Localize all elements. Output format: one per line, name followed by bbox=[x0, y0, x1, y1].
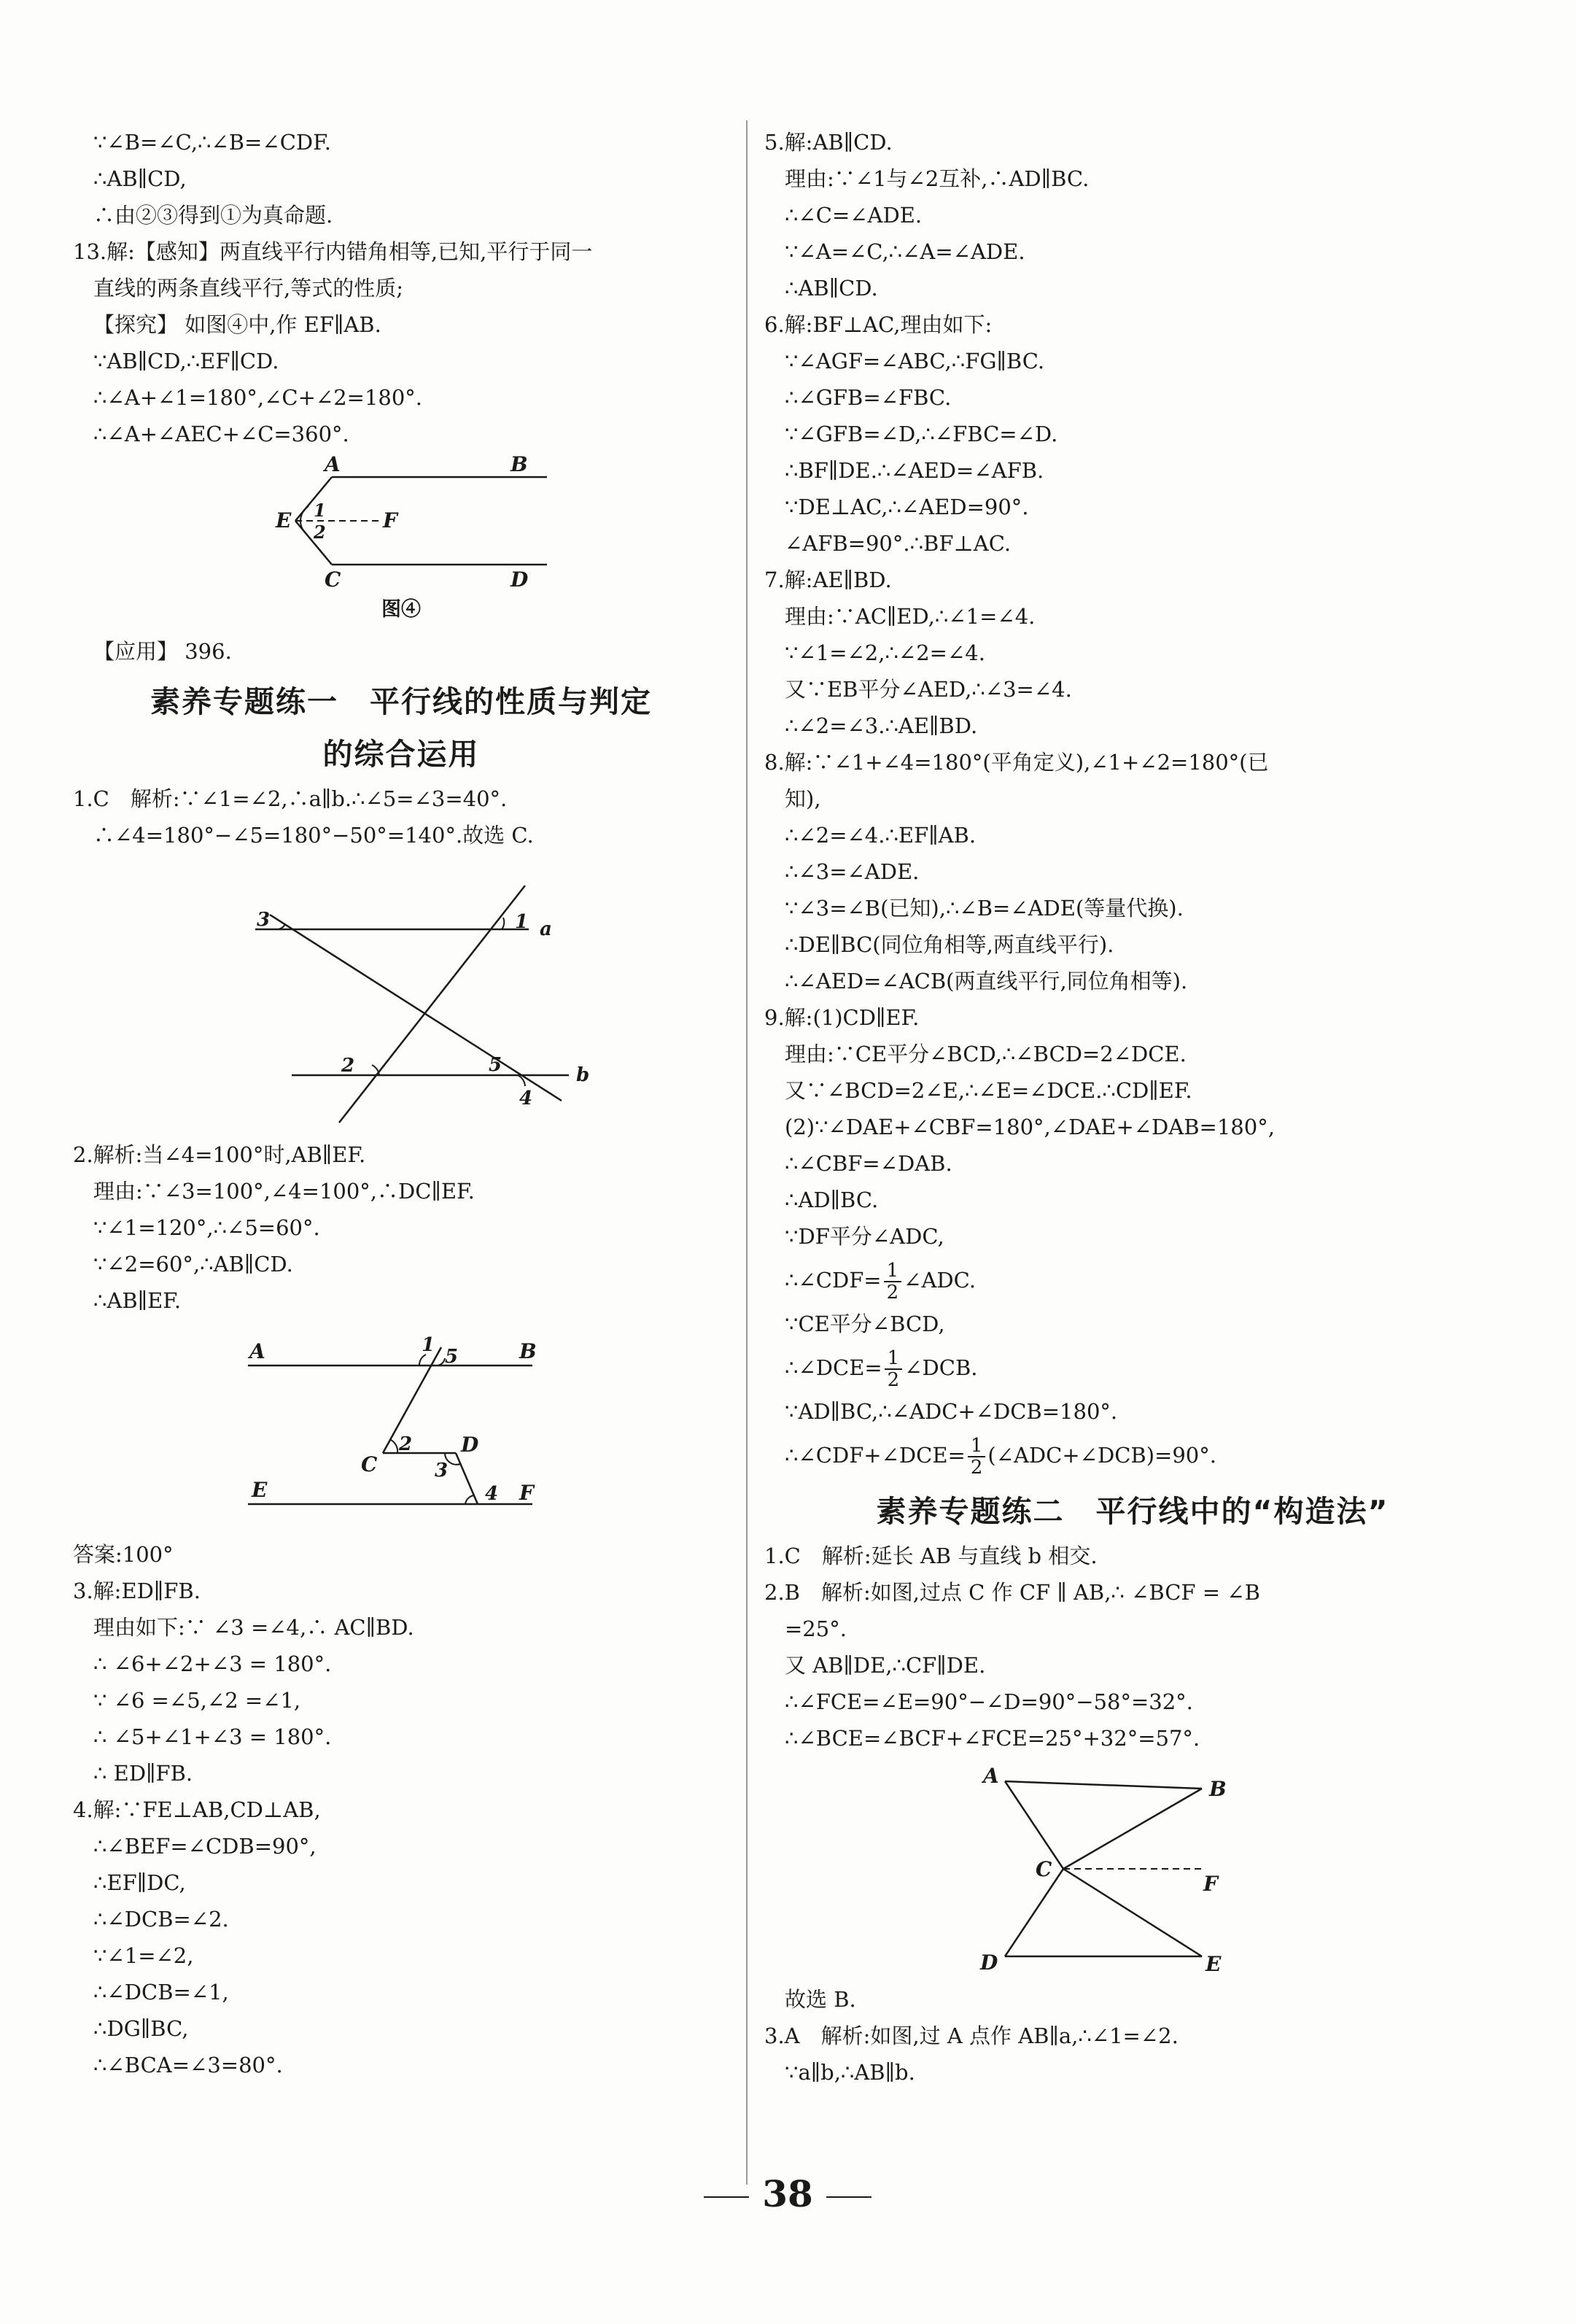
text-line: ∵∠1=∠2,∴∠2=∠4. bbox=[785, 640, 985, 665]
text-line: ∴DG∥BC, bbox=[93, 2016, 189, 2041]
problem-3-line: 3.解:ED∥FB. bbox=[73, 1579, 201, 1603]
segment-ce bbox=[1063, 1869, 1202, 1956]
text-line: ∴∠3=∠ADE. bbox=[785, 859, 920, 884]
text-line: =25°. bbox=[785, 1616, 847, 1641]
fraction-numerator: 1 bbox=[968, 1436, 986, 1457]
text-segment: ∴∠CDF= bbox=[785, 1268, 882, 1293]
fraction-denominator: 2 bbox=[887, 1369, 900, 1391]
figure-4-diagram bbox=[73, 452, 729, 592]
text-line: 理由如下:∵ ∠3 =∠4,∴ AC∥BD. bbox=[93, 1615, 414, 1640]
text-line: ∴ ∠6+∠2+∠3 = 180°. bbox=[93, 1651, 332, 1676]
text-line: ∴∠CBF=∠DAB. bbox=[785, 1151, 952, 1176]
text-line: ∴AB∥CD. bbox=[785, 276, 878, 301]
text-line: 故选 B. bbox=[785, 1987, 856, 2012]
text-line: ∴∠C=∠ADE. bbox=[785, 203, 923, 228]
section-title-2: 素养专题练二 平行线中的“构造法” bbox=[876, 1494, 1389, 1529]
text-segment: ∴∠CDF+∠DCE= bbox=[785, 1443, 966, 1468]
text-line: 直线的两条直线平行,等式的性质; bbox=[93, 276, 403, 301]
segment-cd bbox=[1005, 1869, 1063, 1956]
label-3: 3 bbox=[257, 909, 271, 931]
text-line: 【应用】 396. bbox=[93, 639, 232, 664]
text-line: (2)∵∠DAE+∠CBF=180°,∠DAE+∠DAB=180°, bbox=[785, 1115, 1275, 1139]
label-c: C bbox=[361, 1452, 378, 1476]
text-line: ∵ ∠6 =∠5,∠2 =∠1, bbox=[93, 1688, 301, 1713]
fraction-numerator: 1 bbox=[884, 1260, 902, 1282]
figure-2 bbox=[73, 1322, 729, 1533]
text-line: ∴∠2=∠3.∴AE∥BD. bbox=[785, 713, 978, 738]
label-a: a bbox=[540, 918, 552, 940]
answer-line: 答案:100° bbox=[73, 1542, 174, 1567]
figure-2-diagram bbox=[73, 1322, 729, 1533]
text-line: 又 AB∥DE,∴CF∥DE. bbox=[785, 1653, 986, 1678]
text-line: ∵AB∥CD,∴EF∥CD. bbox=[93, 349, 279, 373]
label-1: 1 bbox=[515, 911, 529, 933]
label-a: A bbox=[325, 452, 341, 476]
text-line: ∴EF∥DC, bbox=[93, 1870, 186, 1895]
page-number bbox=[642, 2172, 933, 2216]
text-line: ∴∠4=180°−∠5=180°−50°=140°.故选 C. bbox=[93, 823, 534, 848]
label-b: B bbox=[1209, 1777, 1227, 1801]
text-line: ∴∠BEF=∠CDB=90°, bbox=[93, 1834, 317, 1859]
text-line: ∵AD∥BC,∴∠ADC+∠DCB=180°. bbox=[785, 1399, 1118, 1424]
text-line: ∵DF平分∠ADC, bbox=[785, 1224, 944, 1249]
left-column bbox=[73, 124, 729, 2083]
label-b: B bbox=[511, 452, 528, 476]
text-line: 理由:∵∠3=100°,∠4=100°,∴DC∥EF. bbox=[93, 1179, 475, 1204]
text-segment: ∠DCB. bbox=[904, 1355, 978, 1380]
text-line: ∴由②③得到①为真命题. bbox=[93, 203, 333, 228]
text-line: ∴∠FCE=∠E=90°−∠D=90°−58°=32°. bbox=[785, 1689, 1193, 1714]
fraction-numerator: 1 bbox=[885, 1348, 903, 1370]
fraction-one-half bbox=[885, 1348, 903, 1390]
text-segment: ∠ADC. bbox=[904, 1268, 977, 1293]
figure-1 bbox=[73, 856, 729, 1134]
section-title-1b: 的综合运用 bbox=[322, 737, 480, 772]
problem-4-line: 4.解:∵FE⊥AB,CD⊥AB, bbox=[73, 1797, 321, 1822]
label-b: B bbox=[519, 1339, 537, 1363]
text-line: 理由:∵CE平分∠BCD,∴∠BCD=2∠DCE. bbox=[785, 1042, 1187, 1066]
text-segment: ∴∠DCE= bbox=[785, 1355, 882, 1380]
text-line: ∴AB∥CD, bbox=[93, 166, 187, 191]
problem-1-line: 1.C 解析:延长 AB 与直线 b 相交. bbox=[764, 1543, 1098, 1568]
label-d: D bbox=[511, 568, 529, 592]
segment-cb bbox=[1063, 1789, 1202, 1869]
angle-arc bbox=[502, 918, 504, 929]
text-line: ∴ ∠5+∠1+∠3 = 180°. bbox=[93, 1724, 332, 1749]
text-line: 理由:∵∠1与∠2互补,∴AD∥BC. bbox=[785, 166, 1090, 191]
problem-1-line: 1.C 解析:∵∠1=∠2,∴a∥b.∴∠5=∠3=40°. bbox=[73, 786, 508, 811]
text-line: ∵DE⊥AC,∴∠AED=90°. bbox=[785, 495, 1029, 519]
text-line: ∠AFB=90°.∴BF⊥AC. bbox=[785, 531, 1012, 556]
text-line: ∴∠2=∠4.∴EF∥AB. bbox=[785, 823, 977, 848]
text-line: ∴∠A+∠AEC+∠C=360°. bbox=[93, 422, 349, 446]
text-line: 又∵∠BCD=2∠E,∴∠E=∠DCE.∴CD∥EF. bbox=[785, 1078, 1192, 1103]
text-line: ∵∠1=∠2, bbox=[93, 1943, 194, 1968]
label-f: F bbox=[1203, 1872, 1218, 1896]
segment-ac bbox=[1005, 1781, 1063, 1869]
problem-2-line: 2.解析:当∠4=100°时,AB∥EF. bbox=[73, 1142, 366, 1167]
label-e: E bbox=[276, 508, 292, 532]
text-line: 知), bbox=[785, 786, 821, 811]
segment-3 bbox=[456, 1453, 478, 1504]
problem-6-line: 6.解:BF⊥AC,理由如下: bbox=[764, 312, 993, 337]
label-b: b bbox=[576, 1064, 590, 1086]
label-4: 4 bbox=[519, 1088, 533, 1109]
label-1: 1 bbox=[314, 500, 326, 521]
page-number-dash bbox=[826, 2196, 872, 2198]
column-divider bbox=[746, 120, 748, 2185]
label-e: E bbox=[252, 1478, 268, 1502]
angle-arc bbox=[391, 1440, 397, 1453]
text-line: 理由:∵AC∥ED,∴∠1=∠4. bbox=[785, 604, 1036, 629]
text-line: ∴ ED∥FB. bbox=[93, 1761, 193, 1786]
section-title-1a: 素养专题练一 平行线的性质与判定 bbox=[150, 684, 652, 719]
segment-ab bbox=[1005, 1781, 1202, 1789]
label-1: 1 bbox=[422, 1334, 435, 1356]
text-line: ∴∠A+∠1=180°,∠C+∠2=180°. bbox=[93, 385, 423, 410]
text-line: ∴∠GFB=∠FBC. bbox=[785, 385, 952, 410]
text-line: ∴DE∥BC(同位角相等,两直线平行). bbox=[785, 932, 1114, 957]
fraction-denominator: 2 bbox=[970, 1457, 983, 1479]
label-5: 5 bbox=[445, 1346, 459, 1368]
label-2: 2 bbox=[341, 1055, 355, 1077]
text-line: ∵∠2=60°,∴AB∥CD. bbox=[93, 1252, 293, 1277]
label-a: A bbox=[249, 1339, 265, 1363]
angle-arc bbox=[465, 1495, 474, 1504]
text-line: ∴∠DCB=∠1, bbox=[93, 1980, 229, 2005]
figure-1-diagram bbox=[73, 856, 729, 1134]
problem-5-line: 5.解:AB∥CD. bbox=[764, 130, 893, 155]
problem-2-line: 2.B 解析:如图,过点 C 作 CF ∥ AB,∴ ∠BCF = ∠B bbox=[764, 1580, 1260, 1605]
problem-9-line: 9.解:(1)CD∥EF. bbox=[764, 1005, 920, 1030]
text-line: 【探究】 如图④中,作 EF∥AB. bbox=[93, 312, 381, 337]
text-line: ∴∠DCB=∠2. bbox=[93, 1907, 229, 1932]
transversal-2 bbox=[339, 886, 525, 1123]
text-segment: (∠ADC+∠DCB)=90°. bbox=[987, 1443, 1216, 1468]
fraction-denominator: 2 bbox=[886, 1282, 899, 1304]
figure-3 bbox=[764, 1759, 1501, 1978]
label-e: E bbox=[1206, 1952, 1222, 1976]
label-2: 2 bbox=[399, 1433, 413, 1455]
fraction-line bbox=[764, 1342, 1501, 1393]
fraction-one-half bbox=[968, 1436, 986, 1478]
label-c: C bbox=[1036, 1857, 1052, 1881]
problem-13-line: 13.解:【感知】两直线平行内错角相等,已知,平行于同一 bbox=[73, 239, 593, 264]
label-f: F bbox=[383, 508, 397, 532]
label-3: 3 bbox=[435, 1460, 449, 1481]
text-line: ∵a∥b,∴AB∥b. bbox=[785, 2060, 915, 2085]
text-line: ∵∠A=∠C,∴∠A=∠ADE. bbox=[785, 239, 1025, 264]
problem-8-line: 8.解:∵∠1+∠4=180°(平角定义),∠1+∠2=180°(已 bbox=[764, 750, 1269, 775]
label-4: 4 bbox=[485, 1483, 499, 1505]
text-line: ∵∠AGF=∠ABC,∴FG∥BC. bbox=[785, 349, 1045, 373]
transversal-1 bbox=[270, 915, 562, 1101]
text-line: ∴∠AED=∠ACB(两直线平行,同位角相等). bbox=[785, 969, 1188, 993]
fraction-line bbox=[764, 1430, 1501, 1481]
figure-4 bbox=[73, 452, 729, 624]
text-line: ∴AD∥BC. bbox=[785, 1188, 879, 1212]
text-line: ∴∠BCE=∠BCF+∠FCE=25°+32°=57°. bbox=[785, 1726, 1200, 1751]
text-line: ∵∠1=120°,∴∠5=60°. bbox=[93, 1215, 320, 1240]
figure-4-caption: 图④ bbox=[381, 598, 421, 621]
page-number-value: 38 bbox=[762, 2172, 813, 2215]
figure-3-diagram bbox=[764, 1759, 1501, 1978]
text-line: ∵∠B=∠C,∴∠B=∠CDF. bbox=[93, 130, 331, 155]
angle-arc bbox=[438, 1358, 445, 1366]
label-d: D bbox=[461, 1433, 479, 1457]
text-line: ∵∠GFB=∠D,∴∠FBC=∠D. bbox=[785, 422, 1058, 446]
text-line: ∵∠3=∠B(已知),∴∠B=∠ADE(等量代换). bbox=[785, 896, 1184, 921]
problem-3-line: 3.A 解析:如图,过 A 点作 AB∥a,∴∠1=∠2. bbox=[764, 2023, 1179, 2048]
angle-arc bbox=[419, 1355, 426, 1366]
label-f: F bbox=[519, 1481, 534, 1505]
page-number-dash bbox=[704, 2196, 749, 2198]
text-line: ∴∠BCA=∠3=80°. bbox=[93, 2053, 283, 2077]
text-line: 又∵EB平分∠AED,∴∠3=∠4. bbox=[785, 677, 1072, 702]
label-2: 2 bbox=[314, 522, 326, 543]
fraction-one-half bbox=[884, 1260, 902, 1303]
label-d: D bbox=[980, 1951, 998, 1975]
label-c: C bbox=[325, 568, 341, 592]
text-line: ∴AB∥EF. bbox=[93, 1288, 182, 1313]
label-a: A bbox=[983, 1764, 999, 1788]
text-line: ∵CE平分∠BCD, bbox=[785, 1312, 945, 1336]
label-5: 5 bbox=[489, 1054, 502, 1076]
right-column bbox=[764, 124, 1501, 2091]
fraction-line bbox=[764, 1255, 1501, 1306]
problem-7-line: 7.解:AE∥BD. bbox=[764, 568, 892, 592]
text-line: ∴BF∥DE.∴∠AED=∠AFB. bbox=[785, 458, 1044, 483]
